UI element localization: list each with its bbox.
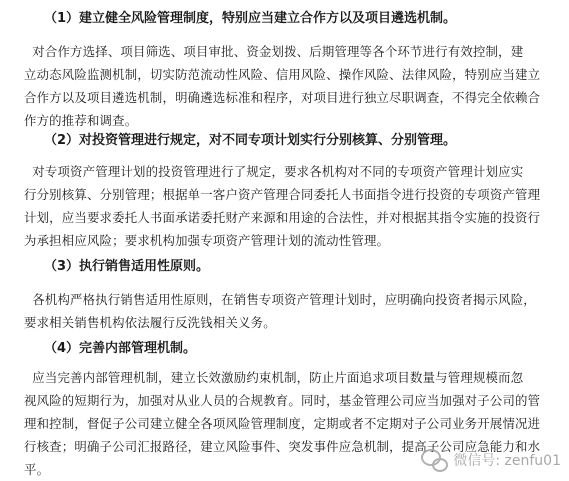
wechat-icon	[421, 449, 447, 471]
paragraph-line: 对专项资产管理计划的投资管理进行了规定，要求各机构对不同的专项资产管理计划应实	[24, 164, 524, 179]
section-heading: （3）执行销售适用性原则。	[44, 259, 210, 274]
paragraph-line: 对合作方选择、项目筛选、项目审批、资金划拨、后期管理等各个环节进行有效控制，建	[24, 44, 524, 59]
paragraph-line: 要求相关销售机构依法履行反洗钱相关义务。	[24, 315, 276, 330]
paragraph-line: 行核查；明确子公司汇报路径，建立风险事件、突发事件应急机制，提高子公司应急能力和水	[24, 439, 541, 454]
section-1	[0, 10, 569, 132]
watermark-text: 微信号: zenfu01	[453, 453, 561, 469]
paragraph-line: 为承担相应风险；要求机构加强专项资产管理计划的流动性管理。	[24, 233, 390, 248]
paragraph-line: 立动态风险监测机制，切实防范流动性风险、信用风险、操作风险、法律风险，特别应当建立	[24, 67, 541, 82]
paragraph-line: 计划，应当要求委托人书面承诺委托财产来源和用途的合法性，并对根据其指令实施的投资行	[24, 210, 541, 225]
section-heading: （1）建立健全风险管理制度，特别应当建立合作方以及项目遴选机制。	[44, 11, 457, 26]
section-2	[0, 132, 569, 252]
watermark	[421, 449, 561, 471]
paragraph-line: 合作方以及项目遴选机制，明确遴选标准和程序，对项目进行独立尽职调查，不得完全依赖合	[24, 90, 541, 105]
paragraph-line: 作方的推荐和调查。	[24, 113, 138, 128]
paragraph-line: 视风险的短期行为，加强对从业人员的合规教育。同时，基金管理公司应当加强对子公司的管	[24, 393, 541, 408]
paragraph-line: 平。	[24, 462, 50, 477]
paragraph-line: 行分别核算、分别管理；根据单一客户资产管理合同委托人书面指令进行投资的专项资产管理	[24, 187, 541, 202]
paragraph-line: 应当完善内部管理机制，建立长效激励约束机制，防止片面追求项目数量与管理规模而忽	[24, 370, 524, 385]
paragraph-line: 各机构严格执行销售适用性原则，在销售专项资产管理计划时，应明确向投资者揭示风险，	[24, 292, 536, 307]
section-heading: （2）对投资管理进行规定，对不同专项计划实行分别核算、分别管理。	[44, 133, 457, 148]
paragraph-line: 理和控制，督促子公司建立健全各项风险管理制度，定期或者不定期对子公司业务开展情况进	[24, 416, 541, 431]
section-heading: （4）完善内部管理机制。	[44, 341, 197, 356]
section-3	[0, 258, 569, 334]
